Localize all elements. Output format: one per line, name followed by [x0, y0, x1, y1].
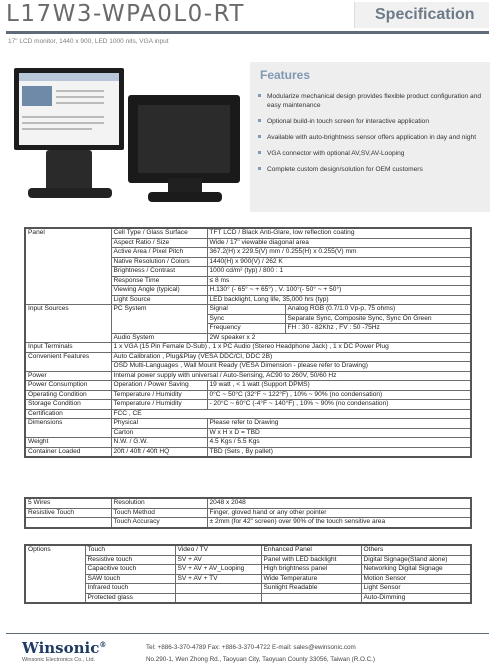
spec-value: 1000 cd/m² (typ) / 800 : 1: [207, 267, 471, 277]
spec-item: 20ft / 40ft / 40ft HQ: [111, 447, 207, 457]
spec-item: Temperature / Humidity: [111, 390, 207, 400]
footer-divider: [6, 633, 489, 634]
spec-value: 19 watt , < 1 watt (Support DPMS): [207, 381, 471, 391]
row-label: Input Terminals: [25, 343, 111, 353]
spec-item: Response Time: [111, 276, 207, 286]
bullet-icon: [258, 94, 261, 97]
spec-item: PC System: [111, 305, 207, 334]
column-header: Others: [361, 545, 471, 555]
spec-value: FH : 30 - 82Khz , FV : 50 -75Hz: [285, 324, 471, 334]
spec-value: Auto Calibration , Plug&Play (VESA DDC/CI, DDC 2B): [111, 352, 471, 362]
option-cell: Infrared touch: [85, 584, 175, 594]
row-label: Input Sources: [25, 305, 111, 343]
option-cell: [175, 584, 261, 594]
spec-item: Touch Accuracy: [111, 518, 207, 528]
option-cell: Panel with LED backlight: [261, 555, 361, 565]
spec-value: 367.2(H) x 229.5(V) mm / 0.255(H) x 0.255(V) mm: [207, 248, 471, 258]
contact-info: Tel: +886-3-370-4789 Fax: +886-3-370-4722 E-mail: sales@ewinsonic.com: [146, 644, 356, 651]
column-header: Touch: [85, 545, 175, 555]
option-cell: SV + AV: [175, 555, 261, 565]
column-header: Video / TV: [175, 545, 261, 555]
company-logo: Winsonic®: [22, 639, 107, 657]
model-title: L17W3-WPA0L0-RT: [6, 1, 245, 27]
option-cell: Capacitive touch: [85, 565, 175, 575]
spec-item: Viewing Angle (typical): [111, 286, 207, 296]
row-label: Certification: [25, 409, 111, 419]
product-subtitle: 17" LCD monitor, 1440 x 900, LED 1000 nits, VGA input: [8, 38, 169, 45]
monitor-base: [28, 188, 112, 198]
option-cell: Auto-Dimming: [361, 593, 471, 603]
row-label: Convenient Features: [25, 352, 111, 371]
feature-item: Available with auto-brightness sensor offers application in day and night: [258, 133, 484, 142]
spec-item: Brightness / Contrast: [111, 267, 207, 277]
option-cell: Wide Temperature: [261, 574, 361, 584]
row-label: Power Consumption: [25, 381, 111, 391]
section-tab: [354, 2, 489, 28]
spec-item: Physical: [111, 419, 207, 429]
spec-value: ± 2mm (for 42" screen) over 90% of the touch sensitive area: [207, 518, 471, 528]
spec-value: TBD (Sets , By pallet): [207, 447, 471, 457]
spec-item: Audio System: [111, 333, 207, 343]
touch-table: [24, 497, 472, 529]
spec-value: - 20°C ~ 60°C (-4°F ~ 140°F) , 10% ~ 90% (no condensation): [207, 400, 471, 410]
spec-value: OSD Multi-Languages , Wall Mount Ready (VESA Dimension - please refer to Drawing): [111, 362, 471, 372]
spec-value: 2W speaker x 2: [207, 333, 471, 343]
row-label: Operating Condition: [25, 390, 111, 400]
spec-item: Temperature / Humidity: [111, 400, 207, 410]
spec-value: 2048 x 2048: [207, 498, 471, 508]
spec-item: N.W. / G.W.: [111, 438, 207, 448]
monitor-rear-image: [128, 95, 240, 183]
option-cell: Networking Digital Signage: [361, 565, 471, 575]
spec-item: Light Source: [111, 295, 207, 305]
feature-item: Optional build-in touch screen for interactive application: [258, 117, 484, 126]
spec-value: 0°C ~ 50°C (32°F ~ 122°F) , 10% ~ 90% (no condensation): [207, 390, 471, 400]
option-cell: [175, 593, 261, 603]
spec-item: Operation / Power Saving: [111, 381, 207, 391]
option-cell: High brightness panel: [261, 565, 361, 575]
option-cell: SV + AV + TV: [175, 574, 261, 584]
option-cell: SV + AV + AV_Looping: [175, 565, 261, 575]
features-list: [258, 92, 484, 181]
header-divider: [6, 31, 489, 34]
spec-value: TFT LCD / Black Anti-Glare, low reflection coating: [207, 228, 471, 238]
spec-item: Resolution: [111, 498, 207, 508]
spec-value: Analog RGB (0.7/1.0 Vp-p, 75 ohms): [285, 305, 471, 315]
spec-item: Carton: [111, 428, 207, 438]
spec-value: 1440(H) x 900(V) / 262 K: [207, 257, 471, 267]
row-label: Power: [25, 371, 111, 381]
spec-subitem: Signal: [207, 305, 285, 315]
option-cell: [261, 593, 361, 603]
spec-value: FCC , CE: [111, 409, 471, 419]
touch-type-label: 5 Wires: [25, 498, 111, 508]
spec-value: H.130° (- 65° ~ + 65°) , V. 100°(- 50° ~ + 50°): [207, 286, 471, 296]
option-cell: Protected glass: [85, 593, 175, 603]
spec-value: Please refer to Drawing: [207, 419, 471, 429]
column-header: Enhanced Panel: [261, 545, 361, 555]
spec-value: Wide / 17" viewable diagonal area: [207, 238, 471, 248]
row-label: Panel: [25, 228, 111, 305]
spec-value: 1 x VGA (15 Pin Female D-Sub) , 1 x PC Audio (Stereo Headphone Jack) , 1 x DC Power Plug: [111, 343, 471, 353]
page-header: [0, 0, 495, 34]
spec-value: 4.5 Kgs / 5.5 Kgs: [207, 438, 471, 448]
spec-item: Cell Type / Glass Surface: [111, 228, 207, 238]
spec-subitem: Sync: [207, 314, 285, 324]
section-label: Specification: [375, 6, 475, 23]
row-label: Options: [25, 545, 85, 603]
spec-item: Native Resolution / Colors: [111, 257, 207, 267]
option-cell: Resistive touch: [85, 555, 175, 565]
row-label: Container Loaded: [25, 447, 111, 457]
option-cell: Motion Sensor: [361, 574, 471, 584]
spec-value: W x H x D = TBD: [207, 428, 471, 438]
feature-item: Modularize mechanical design provides flexible product configuration and easy maintenance: [258, 92, 484, 110]
monitor-front-image: [14, 68, 124, 150]
option-cell: Digital Signage(Stand alone): [361, 555, 471, 565]
spec-subitem: Frequency: [207, 324, 285, 334]
company-address: No.290-1, Wen Zhong Rd., Taoyuan City, Taoyuan County 33056, Taiwan (R.O.C.): [146, 656, 376, 663]
bullet-icon: [258, 135, 261, 138]
spec-item: Touch Method: [111, 508, 207, 518]
spec-value: Finger, gloved hand or any other pointer: [207, 508, 471, 518]
product-photo: [8, 60, 248, 215]
feature-item: Complete custom design/solution for OEM customers: [258, 165, 484, 174]
options-table: [24, 544, 472, 604]
company-name: Winsonic Electronics Co., Ltd.: [22, 657, 96, 663]
row-label: Weight: [25, 438, 111, 448]
features-panel: [250, 62, 490, 212]
option-cell: Sunlight Readable: [261, 584, 361, 594]
bullet-icon: [258, 119, 261, 122]
spec-value: Internal power supply with universal / Auto-Sensing, AC90 to 260V, 50/60 Hz: [111, 371, 471, 381]
feature-item: VGA connector with optional AV,SV,AV-Looping: [258, 149, 484, 158]
option-cell: SAW touch: [85, 574, 175, 584]
spec-item: Aspect Ratio / Size: [111, 238, 207, 248]
spec-value: ≤ 8 ms: [207, 276, 471, 286]
bullet-icon: [258, 167, 261, 170]
row-label: Dimensions: [25, 419, 111, 438]
row-label: Storage Condition: [25, 400, 111, 410]
touch-type-label: Resistive Touch: [25, 508, 111, 518]
option-cell: Light Sensor: [361, 584, 471, 594]
spec-value: Separate Sync, Composite Sync, Sync On Green: [285, 314, 471, 324]
spec-table: [24, 227, 472, 458]
bullet-icon: [258, 151, 261, 154]
spec-value: LED backlight, Long life, 35,000 hrs (typ): [207, 295, 471, 305]
spec-item: Active Area / Pixel Pitch: [111, 248, 207, 258]
features-title: Features: [260, 68, 311, 82]
